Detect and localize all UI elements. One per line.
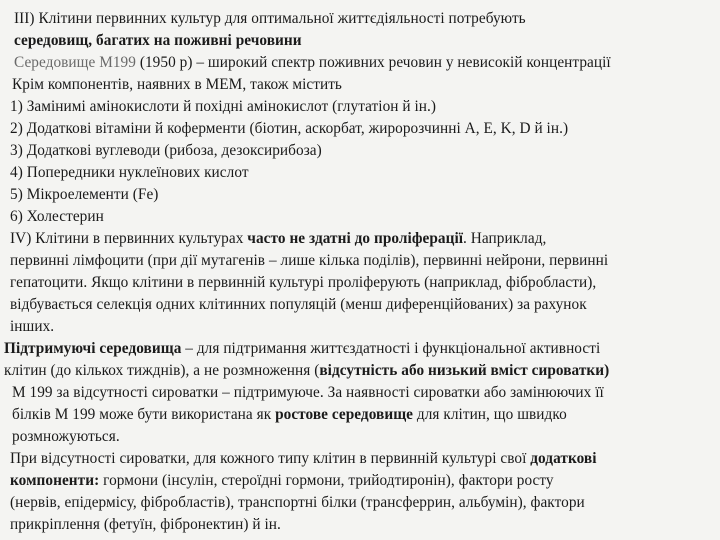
text-span: При відсутності сироватки, для кожного типу клітин в первинній культурі свої (10, 450, 531, 467)
text-line (10, 207, 104, 227)
text-span: Крім компонентів, наявних в МЕМ, також містить (12, 76, 342, 93)
text-line (10, 97, 436, 117)
text-span: (нервів, епідермісу, фібробластів), транспортні білки (трансферрин, альбумін), фактори (10, 494, 585, 511)
text-span: гормони (інсулін, стероїдні гормони, трийодтиронін), фактори росту (99, 472, 554, 489)
text-span: прикріплення (фетуїн, фібронектин) й ін. (10, 516, 281, 533)
text-span: первинні лімфоцити (при дії мутагенів – лише кілька поділів), первинні нейрони, первинні (10, 252, 609, 269)
text-line (12, 383, 604, 403)
text-span: IV) Клітини в первинних культурах (10, 230, 248, 247)
text-span: інших. (10, 318, 55, 335)
text-line (4, 339, 600, 359)
text-line (12, 427, 120, 447)
text-line (10, 251, 608, 271)
bold-text-span: компоненти: (10, 472, 100, 489)
text-line (10, 515, 281, 535)
text-span: Середовище М199 (14, 54, 136, 71)
text-span: 4) Попередники нуклеїнових кислот (10, 164, 249, 181)
text-span: розмножуються. (12, 428, 120, 445)
text-line (10, 229, 546, 249)
text-line (4, 361, 609, 381)
text-span: відбувається селекція одних клітинних популяцій (менш диференційованих) за рахунок (10, 296, 587, 313)
text-line (10, 119, 568, 139)
text-line (10, 449, 597, 469)
text-span: 2) Додаткові вітаміни й коферменти (біотин, аскорбат, жиророзчинні A, E, K, D й ін.) (10, 120, 569, 137)
text-line (14, 31, 302, 51)
text-line (12, 75, 342, 95)
text-span: 6) Холестерин (10, 208, 104, 225)
text-line (10, 471, 554, 491)
text-span: 1) Замінимі амінокислоти й похідні амінокислот (глутатіон й ін.) (10, 98, 437, 115)
text-span: (1950 р) – широкий спектр поживних речовин у невисокій концентрації (135, 54, 611, 71)
text-span: – для підтримання життєздатності і функціональної активності (181, 340, 601, 357)
text-span: М 199 за відсутності сироватки – підтримуюче. За наявності сироватки або замінюючих її (12, 384, 604, 401)
text-line (10, 163, 249, 183)
bold-text-span: відсутність або низький вміст сироватки) (319, 362, 610, 379)
text-line (14, 9, 526, 29)
text-line (12, 405, 567, 425)
text-line (10, 185, 158, 205)
bold-text-span: часто не здатні до проліферації (247, 230, 464, 247)
text-line (10, 317, 54, 337)
text-span: 5) Мікроелементи (Fe) (10, 186, 159, 203)
text-span: білків М 199 може бути використана як (12, 406, 276, 423)
text-span: для клітин, що швидко (413, 406, 567, 423)
text-span: гепатоцити. Якщо клітини в первинній культурі проліферують (наприклад, фібробласти), (10, 274, 597, 291)
text-line (14, 53, 611, 73)
text-line (10, 493, 585, 513)
bold-text-span: Підтримуючі середовища (4, 340, 182, 357)
bold-text-span: додаткові (530, 450, 597, 467)
text-span: . Наприклад, (463, 230, 547, 247)
bold-text-span: ростове середовище (275, 406, 414, 423)
text-line (10, 295, 587, 315)
text-span: III) Клітини первинних культур для оптимальної життєдіяльності потребують (14, 10, 526, 27)
text-span: 3) Додаткові вуглеводи (рибоза, дезоксирибоза) (10, 142, 322, 159)
text-line (10, 273, 596, 293)
text-line (10, 141, 322, 161)
bold-text-span: середовищ, багатих на поживні речовини (14, 32, 302, 49)
text-span: клітин (до кількох тижднів), а не розмноження ( (4, 362, 320, 379)
